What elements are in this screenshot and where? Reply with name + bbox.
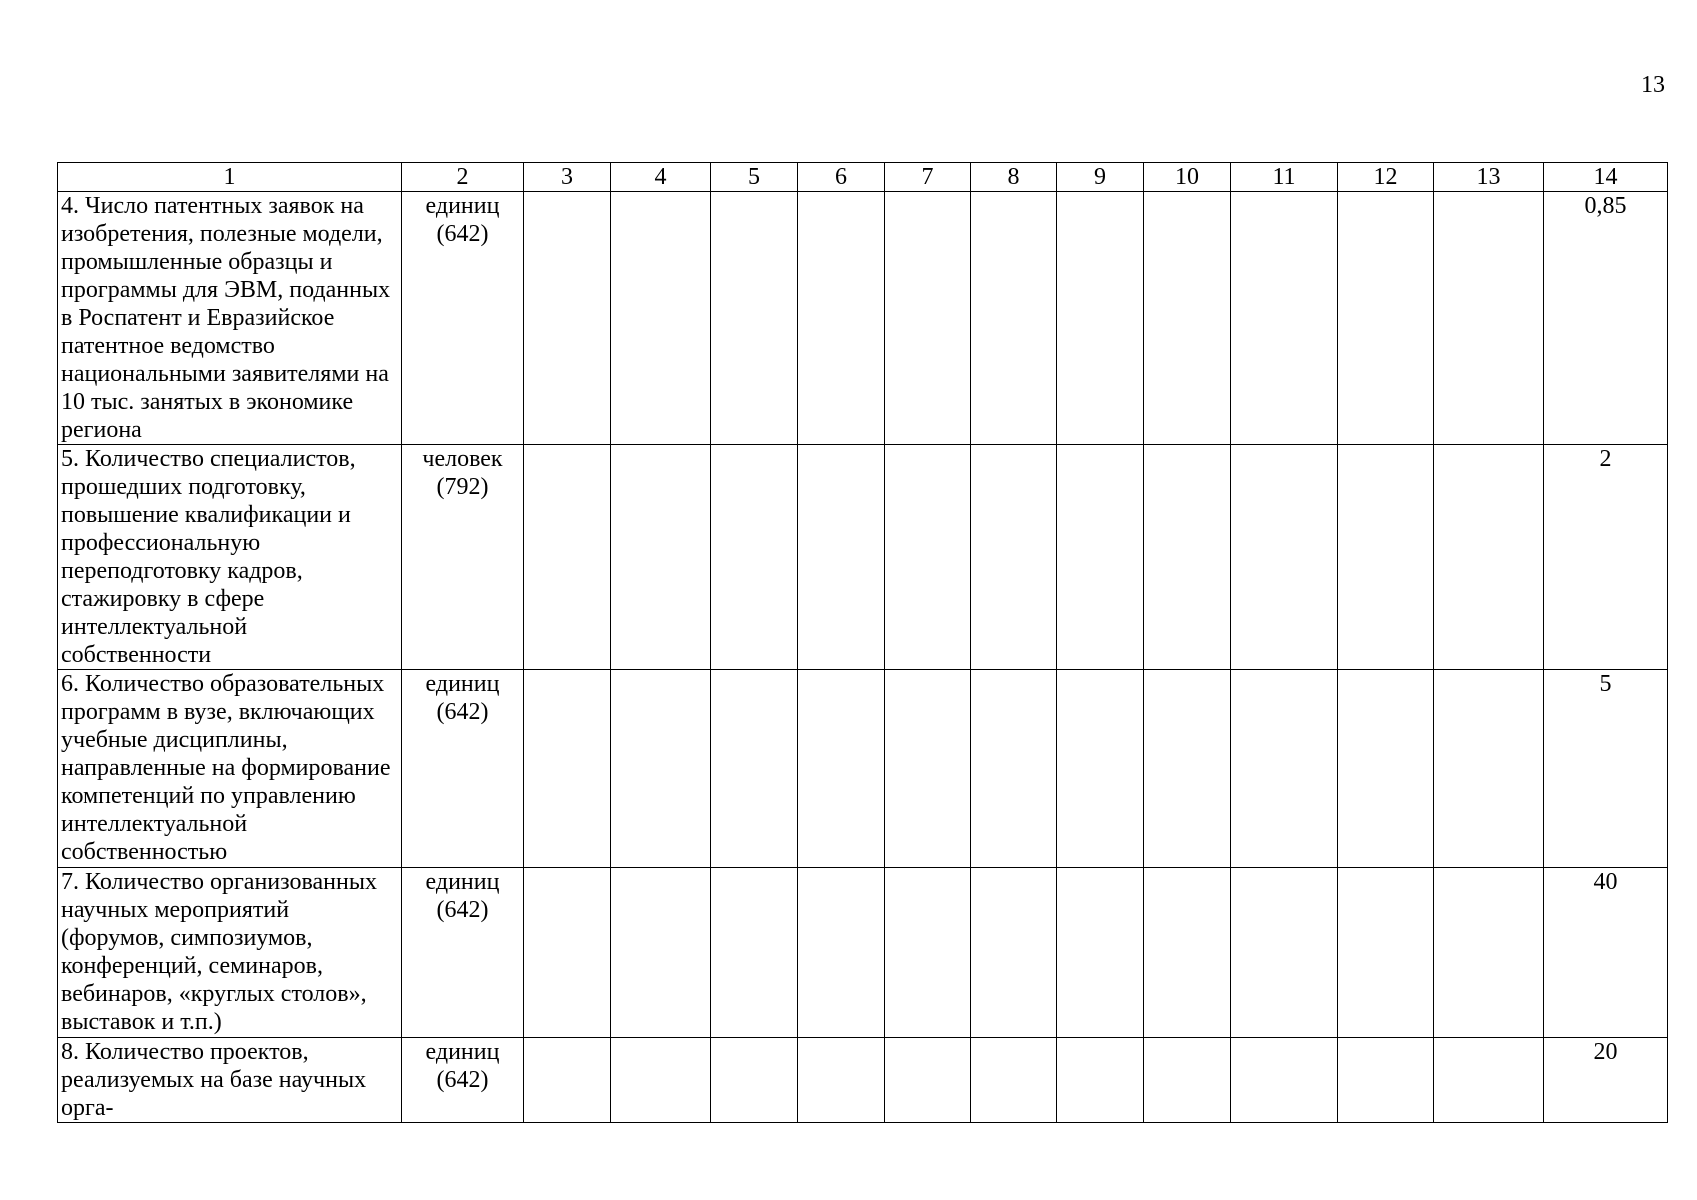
column-number-row: [58, 163, 1668, 192]
unit-code: (642): [436, 1067, 489, 1093]
value-cell: 5: [1544, 670, 1668, 868]
unit-cell: [402, 192, 524, 445]
value-cell: [885, 445, 971, 670]
value-cell: [711, 445, 798, 670]
value-cell: [1144, 1038, 1231, 1123]
value-cell: [1338, 1038, 1434, 1123]
value-cell: [1338, 868, 1434, 1038]
value-cell: [524, 445, 611, 670]
column-header: 5: [711, 163, 798, 192]
value-cell: [611, 1038, 711, 1123]
unit-cell: [402, 868, 524, 1038]
indicator-name: 8. Количество проектов, реализуемых на базе научных орга-: [58, 1038, 402, 1123]
indicator-name: 5. Количество специалистов, прошедших подготовку, повышение квалификации и профессиональную переподготовку кадров, стажировку в сфере интеллектуальной собственности: [58, 445, 402, 670]
indicator-name: 7. Количество организованных научных мероприятий (форумов, симпозиумов, конференций, семинаров, вебинаров, «круглых столов», выставок и т.п.): [58, 868, 402, 1038]
table-row: [58, 1038, 1668, 1123]
value-cell: [1144, 670, 1231, 868]
value-cell: 0,85: [1544, 192, 1668, 445]
value-cell: [798, 192, 885, 445]
value-cell: [524, 192, 611, 445]
value-cell: [1057, 1038, 1144, 1123]
value-cell: [798, 1038, 885, 1123]
value-cell: [1231, 192, 1338, 445]
indicators-table-container: [57, 162, 1668, 1123]
value-cell: [798, 670, 885, 868]
value-cell: [971, 1038, 1057, 1123]
column-header: 1: [58, 163, 402, 192]
unit-label: единиц: [425, 193, 500, 219]
unit-cell: [402, 445, 524, 670]
indicator-name: 4. Число патентных заявок на изобретения, полезные модели, промышленные образцы и программы для ЭВМ, поданных в Роспатент и Евразийское патентное ведомство национальными заявителями на 10 тыс. занятых в экономике региона: [58, 192, 402, 445]
column-header: 7: [885, 163, 971, 192]
value-cell: [885, 192, 971, 445]
value-cell: [885, 1038, 971, 1123]
unit-cell: [402, 1038, 524, 1123]
value-cell: [971, 445, 1057, 670]
unit-label: единиц: [425, 1039, 500, 1065]
value-cell: [1434, 868, 1544, 1038]
value-cell: [524, 1038, 611, 1123]
column-header: 4: [611, 163, 711, 192]
column-header: 9: [1057, 163, 1144, 192]
value-cell: [1057, 192, 1144, 445]
value-cell: [798, 445, 885, 670]
value-cell: [885, 868, 971, 1038]
value-cell: [1144, 445, 1231, 670]
value-cell: [524, 868, 611, 1038]
value-cell: [711, 868, 798, 1038]
unit-code: (792): [436, 474, 489, 500]
value-cell: [1231, 1038, 1338, 1123]
value-cell: [1338, 192, 1434, 445]
value-cell: [1144, 192, 1231, 445]
value-cell: [885, 670, 971, 868]
column-header: 11: [1231, 163, 1338, 192]
unit-cell: [402, 670, 524, 868]
value-cell: [611, 192, 711, 445]
value-cell: [1338, 670, 1434, 868]
column-header: 8: [971, 163, 1057, 192]
unit-label: единиц: [425, 671, 500, 697]
unit-label: человек: [422, 446, 503, 472]
value-cell: [1434, 670, 1544, 868]
unit-label: единиц: [425, 869, 500, 895]
value-cell: 20: [1544, 1038, 1668, 1123]
column-header: 13: [1434, 163, 1544, 192]
value-cell: [1231, 868, 1338, 1038]
value-cell: [971, 868, 1057, 1038]
table-row: [58, 445, 1668, 670]
value-cell: [1434, 445, 1544, 670]
value-cell: [711, 192, 798, 445]
value-cell: [711, 670, 798, 868]
value-cell: [971, 670, 1057, 868]
value-cell: [1144, 868, 1231, 1038]
value-cell: [611, 670, 711, 868]
value-cell: 40: [1544, 868, 1668, 1038]
value-cell: [1231, 445, 1338, 670]
value-cell: [1434, 192, 1544, 445]
column-header: 12: [1338, 163, 1434, 192]
value-cell: [611, 445, 711, 670]
table-row: [58, 192, 1668, 445]
value-cell: [1231, 670, 1338, 868]
column-header: 3: [524, 163, 611, 192]
value-cell: [1434, 1038, 1544, 1123]
table-row: [58, 868, 1668, 1038]
column-header: 10: [1144, 163, 1231, 192]
value-cell: [711, 1038, 798, 1123]
value-cell: [524, 670, 611, 868]
unit-code: (642): [436, 221, 489, 247]
column-header: 14: [1544, 163, 1668, 192]
value-cell: [971, 192, 1057, 445]
value-cell: [1057, 868, 1144, 1038]
value-cell: [1057, 670, 1144, 868]
value-cell: [1338, 445, 1434, 670]
indicator-name: 6. Количество образовательных программ в вузе, включающих учебные дисциплины, направленные на формирование компетенций по управлению интеллектуальной собственностью: [58, 670, 402, 868]
value-cell: [1057, 445, 1144, 670]
table-row: [58, 670, 1668, 868]
column-header: 6: [798, 163, 885, 192]
indicators-table: [57, 162, 1668, 1123]
page-number: 13: [1641, 72, 1665, 98]
unit-code: (642): [436, 897, 489, 923]
unit-code: (642): [436, 699, 489, 725]
value-cell: 2: [1544, 445, 1668, 670]
column-header: 2: [402, 163, 524, 192]
value-cell: [611, 868, 711, 1038]
value-cell: [798, 868, 885, 1038]
